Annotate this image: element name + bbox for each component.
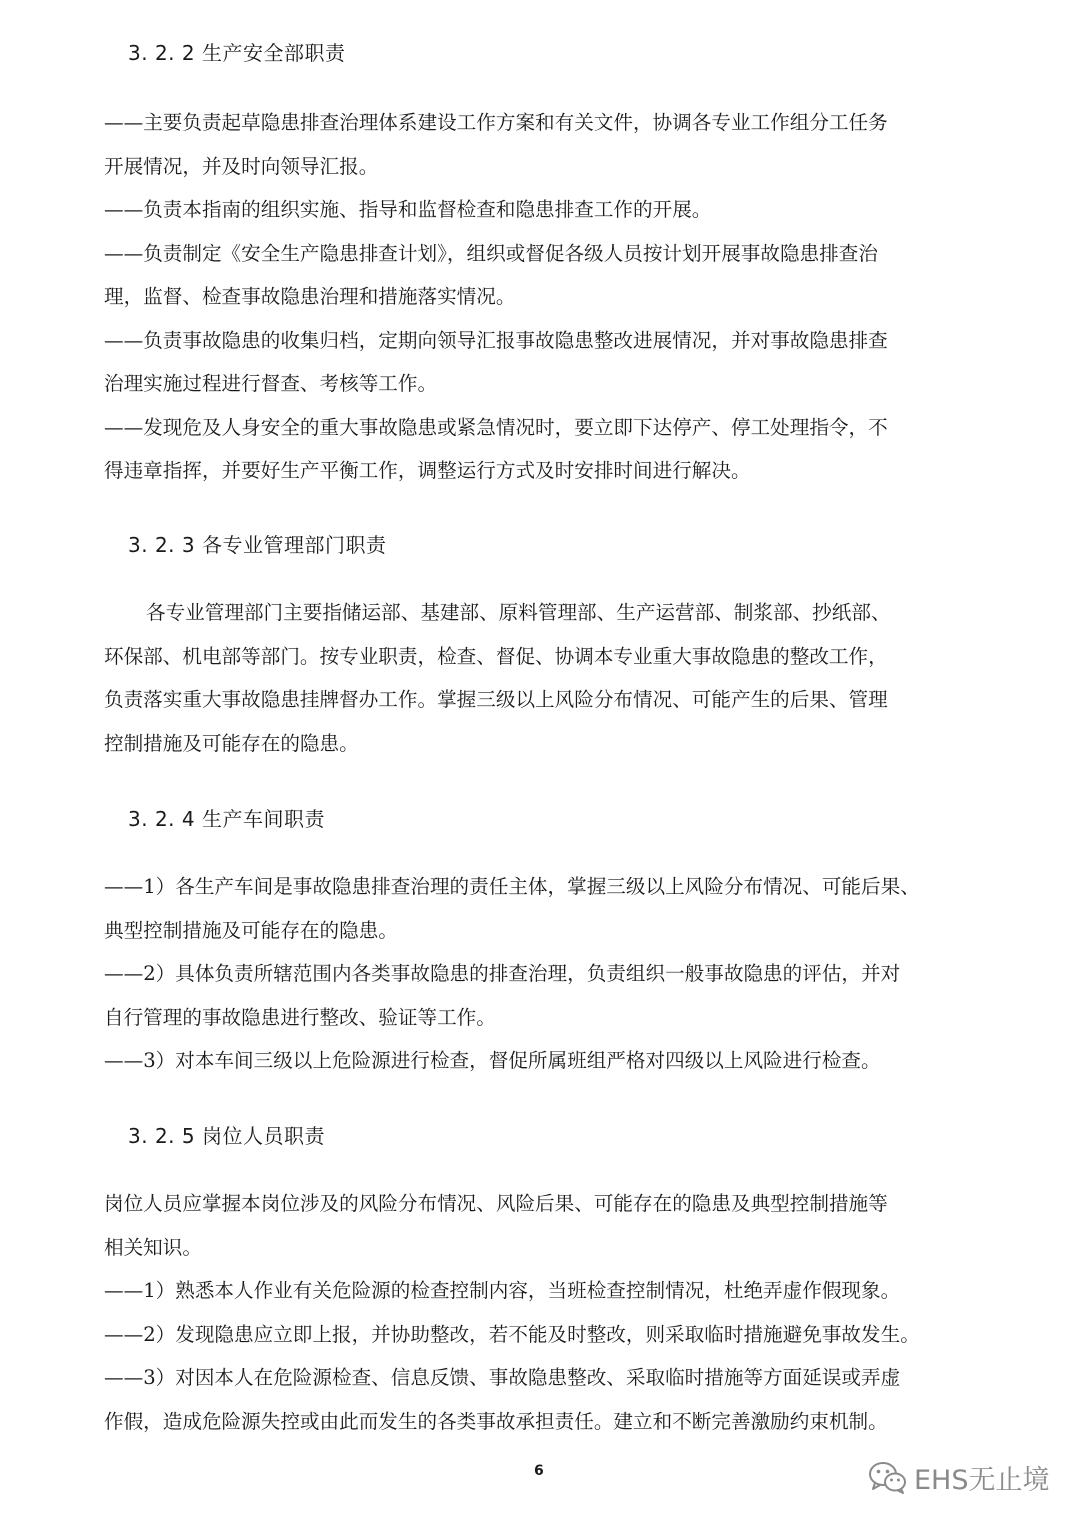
text-line: 自行管理的事故隐患进行整改、验证等工作。 [104,1005,496,1029]
text-line: 负责落实重大事故隐患挂牌督办工作。掌握三级以上风险分布情况、可能产生的后果、管理 [104,688,888,711]
text-line: ——主要负责起草隐患排查治理体系建设工作方案和有关文件，协调各专业工作组分工任务 [104,111,888,134]
text-line: ——3）对因本人在危险源检查、信息反馈、事故隐患整改、采取临时措施等方面延误或弄虚 [104,1366,901,1389]
text-line: 环保部、机电部等部门。按专业职责，检查、督促、协调本专业重大事故隐患的整改工作， [104,644,888,668]
text-line: 岗位人员应掌握本岗位涉及的风险分布情况、风险后果、可能存在的隐患及典型控制措施等 [104,1192,888,1215]
text-line: ——负责事故隐患的收集归档，定期向领导汇报事故隐患整改进展情况，并对事故隐患排查 [104,328,888,352]
text-line: 典型控制措施及可能存在的隐患。 [104,918,398,942]
watermark-text: EHS无止境 [914,1465,1050,1496]
section-body [104,591,980,765]
text-line: ——3）对本车间三级以上危险源进行检查，督促所属班组严格对四级以上风险进行检查。 [104,1049,881,1072]
text-line: ——负责本指南的组织实施、指导和监督检查和隐患排查工作的开展。 [104,198,712,221]
section-heading: 3. 2. 2 生产安全部职责 [128,41,346,65]
text-line: 控制措施及可能存在的隐患。 [104,731,359,755]
page-number: 6 [534,1463,544,1479]
wechat-icon [868,1461,908,1495]
section-heading: 3. 2. 5 岗位人员职责 [128,1124,325,1148]
text-line: 理，监督、检查事故隐患治理和措施落实情况。 [104,285,516,308]
text-line: ——2）发现隐患应立即上报，并协助整改，若不能及时整改，则采取临时措施避免事故发生。 [104,1322,920,1346]
section-heading: 3. 2. 4 生产车间职责 [128,807,325,831]
text-line: 各专业管理部门主要指储运部、基建部、原料管理部、生产运营部、制浆部、抄纸部、 [146,601,891,624]
section-heading: 3. 2. 3 各专业管理部门职责 [128,533,387,557]
text-line: ——1）各生产车间是事故隐患排查治理的责任主体，掌握三级以上风险分布情况、可能后果、 [104,875,920,898]
section-body [104,1182,980,1443]
text-line: 相关知识。 [104,1235,202,1259]
text-line: ——发现危及人身安全的重大事故隐患或紧急情况时，要立即下达停产、停工处理指令，不 [104,415,888,439]
section-body [104,865,980,1083]
text-line: 开展情况，并及时向领导汇报。 [104,154,379,178]
text-line: ——2）具体负责所辖范围内各类事故隐患的排查治理，负责组织一般事故隐患的评估，并对 [104,962,901,985]
text-line: ——1）熟悉本人作业有关危险源的检查控制内容，当班检查控制情况，杜绝弄虚作假现象。 [104,1279,901,1302]
section-body [104,101,980,493]
text-line: ——负责制定《安全生产隐患排查计划》，组织或督促各级人员按计划开展事故隐患排查治 [104,241,878,265]
watermark [868,1458,1050,1497]
text-line: 得违章指挥，并要好生产平衡工作，调整运行方式及时安排时间进行解决。 [104,459,751,482]
text-line: 治理实施过程进行督查、考核等工作。 [104,372,438,395]
text-line: 作假，造成危险源失控或由此而发生的各类事故承担责任。建立和不断完善激励约束机制。 [104,1409,888,1433]
